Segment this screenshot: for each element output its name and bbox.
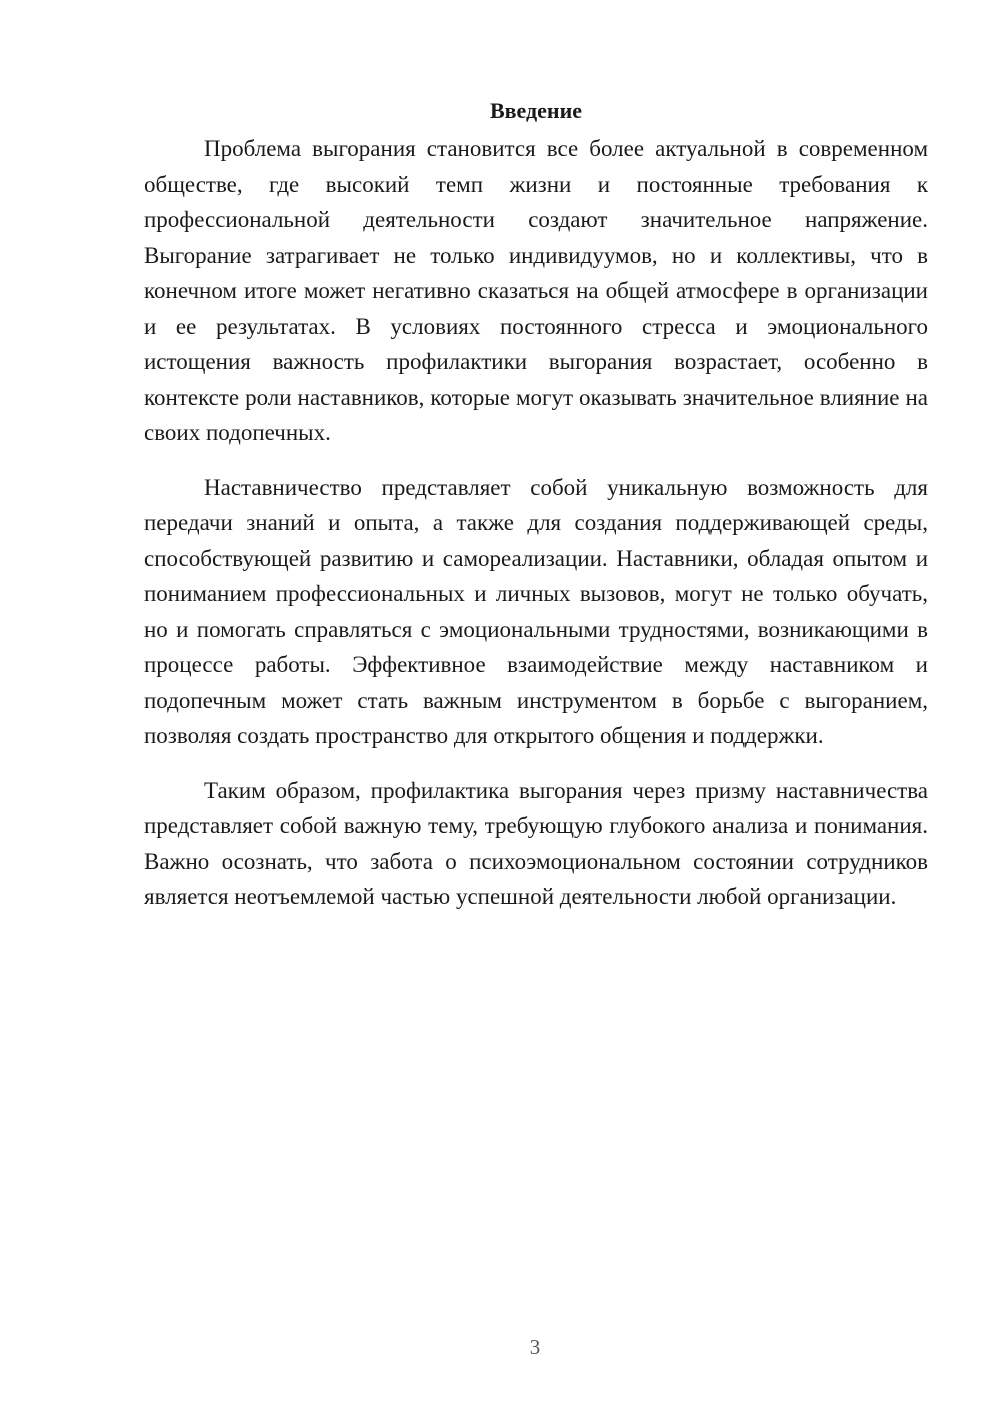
page-number: 3 <box>529 1335 541 1359</box>
paragraph-3: Таким образом, профилактика выгорания через призму наставничества представляет собой важную тему, требующую глубокого анализа и понимания. Важно осознать, что забота о психоэмоциональном состоянии сотрудников является неотъемлемой частью успешной деятельности любой организации. <box>144 777 928 909</box>
section-title: Введение <box>489 98 583 123</box>
paragraph-1: Проблема выгорания становится все более актуальной в современном обществе, где высокий темп жизни и постоянные требования к профессиональной деятельности создают значительное напряжение. Выгорание затрагивает не только индивидуумов, но и коллективы, что в конечном итоге может негативно сказаться на общей атмосфере в организации и ее результатах. В условиях постоянного стресса и эмоционального истощения важность профилактики выгорания возрастает, особенно в контексте роли наставников, которые могут оказывать значительное влияние на своих подопечных. <box>144 136 928 445</box>
paragraph-2: Наставничество представляет собой уникальную возможность для передачи знаний и опыта, а также для создания поддерживающей среды, способствующей развитию и самореализации. Наставники, обладая опытом и пониманием профессиональных и личных вызовов, могут не только обучать, но и помогать справляться с эмоциональными трудностями, возникающими в процессе работы. Эффективное взаимодействие между наставником и подопечным может стать важным инструментом в борьбе с выгоранием, позволяя создать пространство для открытого общения и поддержки. <box>144 474 928 748</box>
page-content <box>144 96 928 934</box>
